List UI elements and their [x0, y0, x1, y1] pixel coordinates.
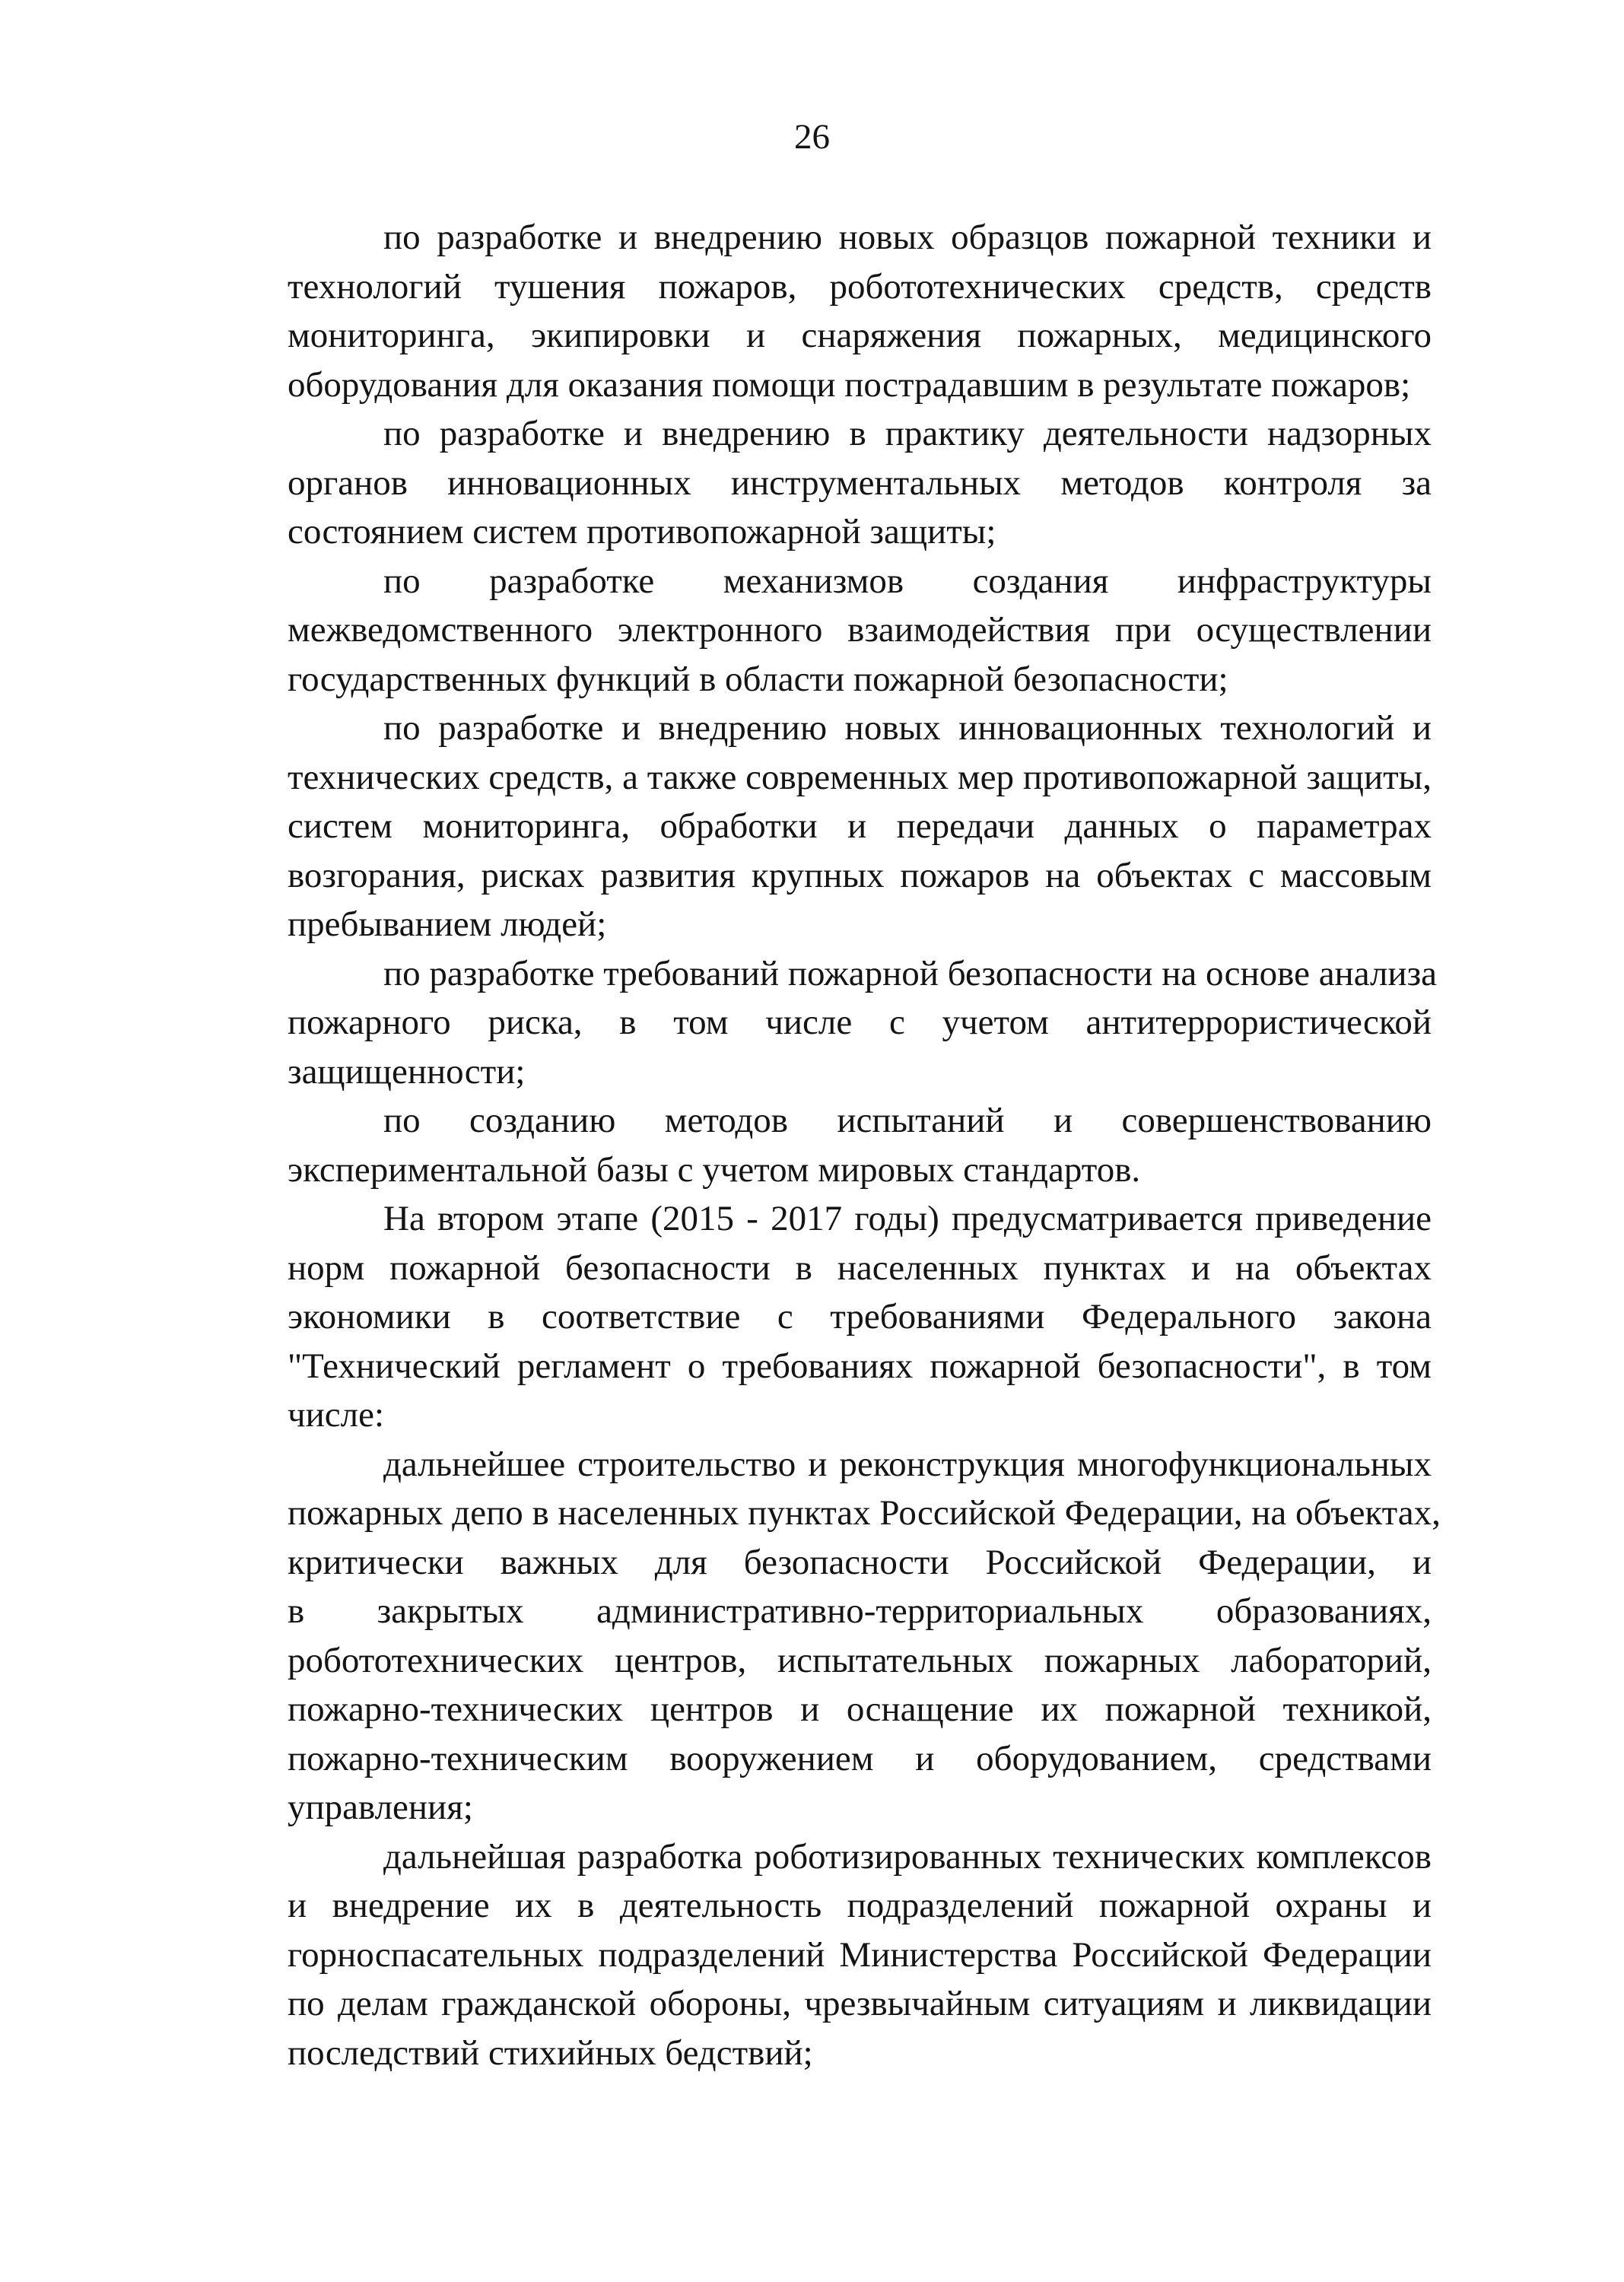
text-line: пожарного риска, в том числе с учетом антитеррористической	[288, 1003, 1432, 1042]
text-line: по делам гражданской обороны, чрезвычайным ситуациям и ликвидации	[288, 1984, 1432, 2023]
text-line: экспериментальной базы с учетом мировых стандартов.	[288, 1149, 1141, 1190]
text-line: пожарных депо в населенных пунктах Российской Федерации, на объектах,	[288, 1493, 1441, 1533]
text-line: дальнейшее строительство и реконструкция многофункциональных	[383, 1444, 1432, 1484]
paragraph	[192, 1440, 1441, 1832]
text-line: критически важных для безопасности Российской Федерации, и	[288, 1542, 1432, 1582]
text-line: защищенности;	[288, 1051, 526, 1092]
text-line: экономики в соответствие с требованиями Федерального закона	[288, 1297, 1432, 1336]
text-line: пожарно-технических центров и оснащение их пожарной техникой,	[288, 1689, 1432, 1729]
document-body	[192, 213, 1441, 2077]
paragraph	[192, 409, 1432, 557]
text-line: "Технический регламент о требованиях пожарной безопасности", в том	[288, 1346, 1432, 1386]
text-line: по разработке и внедрению в практику деятельности надзорных	[383, 414, 1432, 453]
paragraph	[192, 557, 1432, 704]
text-line: по разработке и внедрению новых образцов пожарной техники и	[383, 218, 1432, 257]
text-line: систем мониторинга, обработки и передачи данных о параметрах	[288, 806, 1432, 846]
paragraph	[192, 949, 1438, 1097]
paragraph	[192, 1194, 1432, 1440]
text-line: органов инновационных инструментальных методов контроля за	[288, 462, 1432, 503]
text-line: по разработке механизмов создания инфраструктуры	[383, 561, 1432, 601]
text-line: и внедрение их в деятельность подразделений пожарной охраны и	[288, 1886, 1432, 1925]
text-line: пребыванием людей;	[288, 904, 607, 944]
text-line: норм пожарной безопасности в населенных пунктах и на объектах	[288, 1247, 1432, 1288]
text-line: технических средств, а также современных мер противопожарной защиты,	[288, 757, 1432, 797]
text-line: государственных функций в области пожарной безопасности;	[288, 659, 1228, 699]
paragraph	[192, 1832, 1432, 2078]
paragraph	[192, 213, 1432, 409]
text-line: по созданию методов испытаний и совершенствованию	[383, 1101, 1432, 1140]
text-line: управления;	[288, 1788, 473, 1827]
text-line: горноспасательных подразделений Министерства Российской Федерации	[288, 1934, 1432, 1975]
text-line: дальнейшая разработка роботизированных технических комплексов	[383, 1836, 1432, 1877]
text-line: мониторинга, экипировки и снаряжения пожарных, медицинского	[288, 316, 1432, 355]
text-line: пожарно-техническим вооружением и оборудованием, средствами	[288, 1738, 1432, 1778]
text-line: в закрытых административно-территориальных образованиях,	[288, 1591, 1432, 1631]
text-line: состоянием систем противопожарной защиты;	[288, 512, 996, 551]
paragraph	[192, 1096, 1432, 1194]
paragraph	[192, 704, 1432, 949]
text-line: оборудования для оказания помощи пострадавшим в результате пожаров;	[288, 364, 1411, 405]
page-number: 26	[794, 117, 830, 157]
text-line: по разработке требований пожарной безопасности на основе анализа	[383, 953, 1438, 993]
text-line: числе:	[288, 1395, 385, 1435]
text-line: робототехнических центров, испытательных пожарных лабораторий,	[288, 1640, 1432, 1680]
text-line: технологий тушения пожаров, робототехнических средств, средств	[288, 266, 1432, 307]
text-line: межведомственного электронного взаимодействия при осуществлении	[288, 610, 1432, 650]
text-line: На втором этапе (2015 - 2017 годы) предусматривается приведение	[383, 1199, 1432, 1238]
text-line: по разработке и внедрению новых инновационных технологий и	[383, 708, 1432, 748]
text-line: последствий стихийных бедствий;	[288, 2033, 813, 2073]
text-line: возгорания, рисках развития крупных пожаров на объектах с массовым	[288, 855, 1432, 895]
